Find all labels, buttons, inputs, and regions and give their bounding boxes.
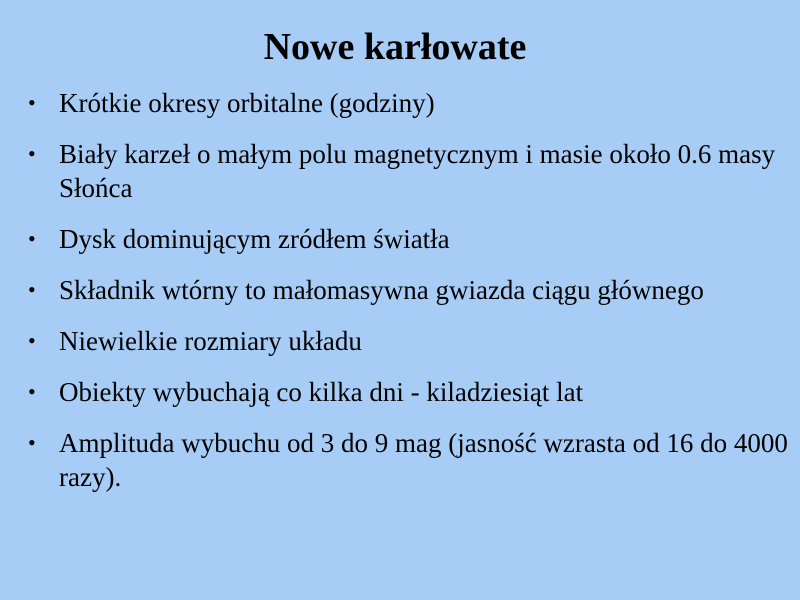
bullet-item-system-size	[28, 324, 788, 358]
bullet-icon: •	[28, 379, 36, 404]
bullet-item-secondary	[28, 273, 788, 307]
bullet-item-white-dwarf	[28, 137, 788, 205]
bullet-icon: •	[28, 430, 36, 455]
bullet-list	[28, 86, 788, 511]
bullet-item-outbursts	[28, 375, 788, 409]
bullet-icon: •	[28, 90, 36, 115]
bullet-text: Niewielkie rozmiary układu	[59, 326, 362, 356]
bullet-text: Dysk dominującym zródłem światła	[59, 224, 450, 254]
bullet-icon: •	[28, 328, 36, 353]
bullet-icon: •	[28, 226, 36, 251]
bullet-item-orbital-periods	[28, 86, 788, 120]
slide-title: Nowe karłowate	[263, 26, 527, 68]
bullet-icon: •	[28, 141, 36, 166]
bullet-text: Obiekty wybuchają co kilka dni - kiladziesiąt lat	[59, 377, 584, 407]
bullet-text: Składnik wtórny to małomasywna gwiazda ciągu głównego	[59, 275, 704, 305]
bullet-item-amplitude	[28, 426, 788, 494]
bullet-item-disk	[28, 222, 788, 256]
bullet-icon: •	[28, 277, 36, 302]
bullet-text: Krótkie okresy orbitalne (godziny)	[59, 88, 435, 118]
bullet-text: Biały karzeł o małym polu magnetycznym i masie około 0.6 masy Słońca	[59, 139, 776, 203]
bullet-text: Amplituda wybuchu od 3 do 9 mag (jasność wzrasta od 16 do 4000 razy).	[59, 428, 788, 492]
